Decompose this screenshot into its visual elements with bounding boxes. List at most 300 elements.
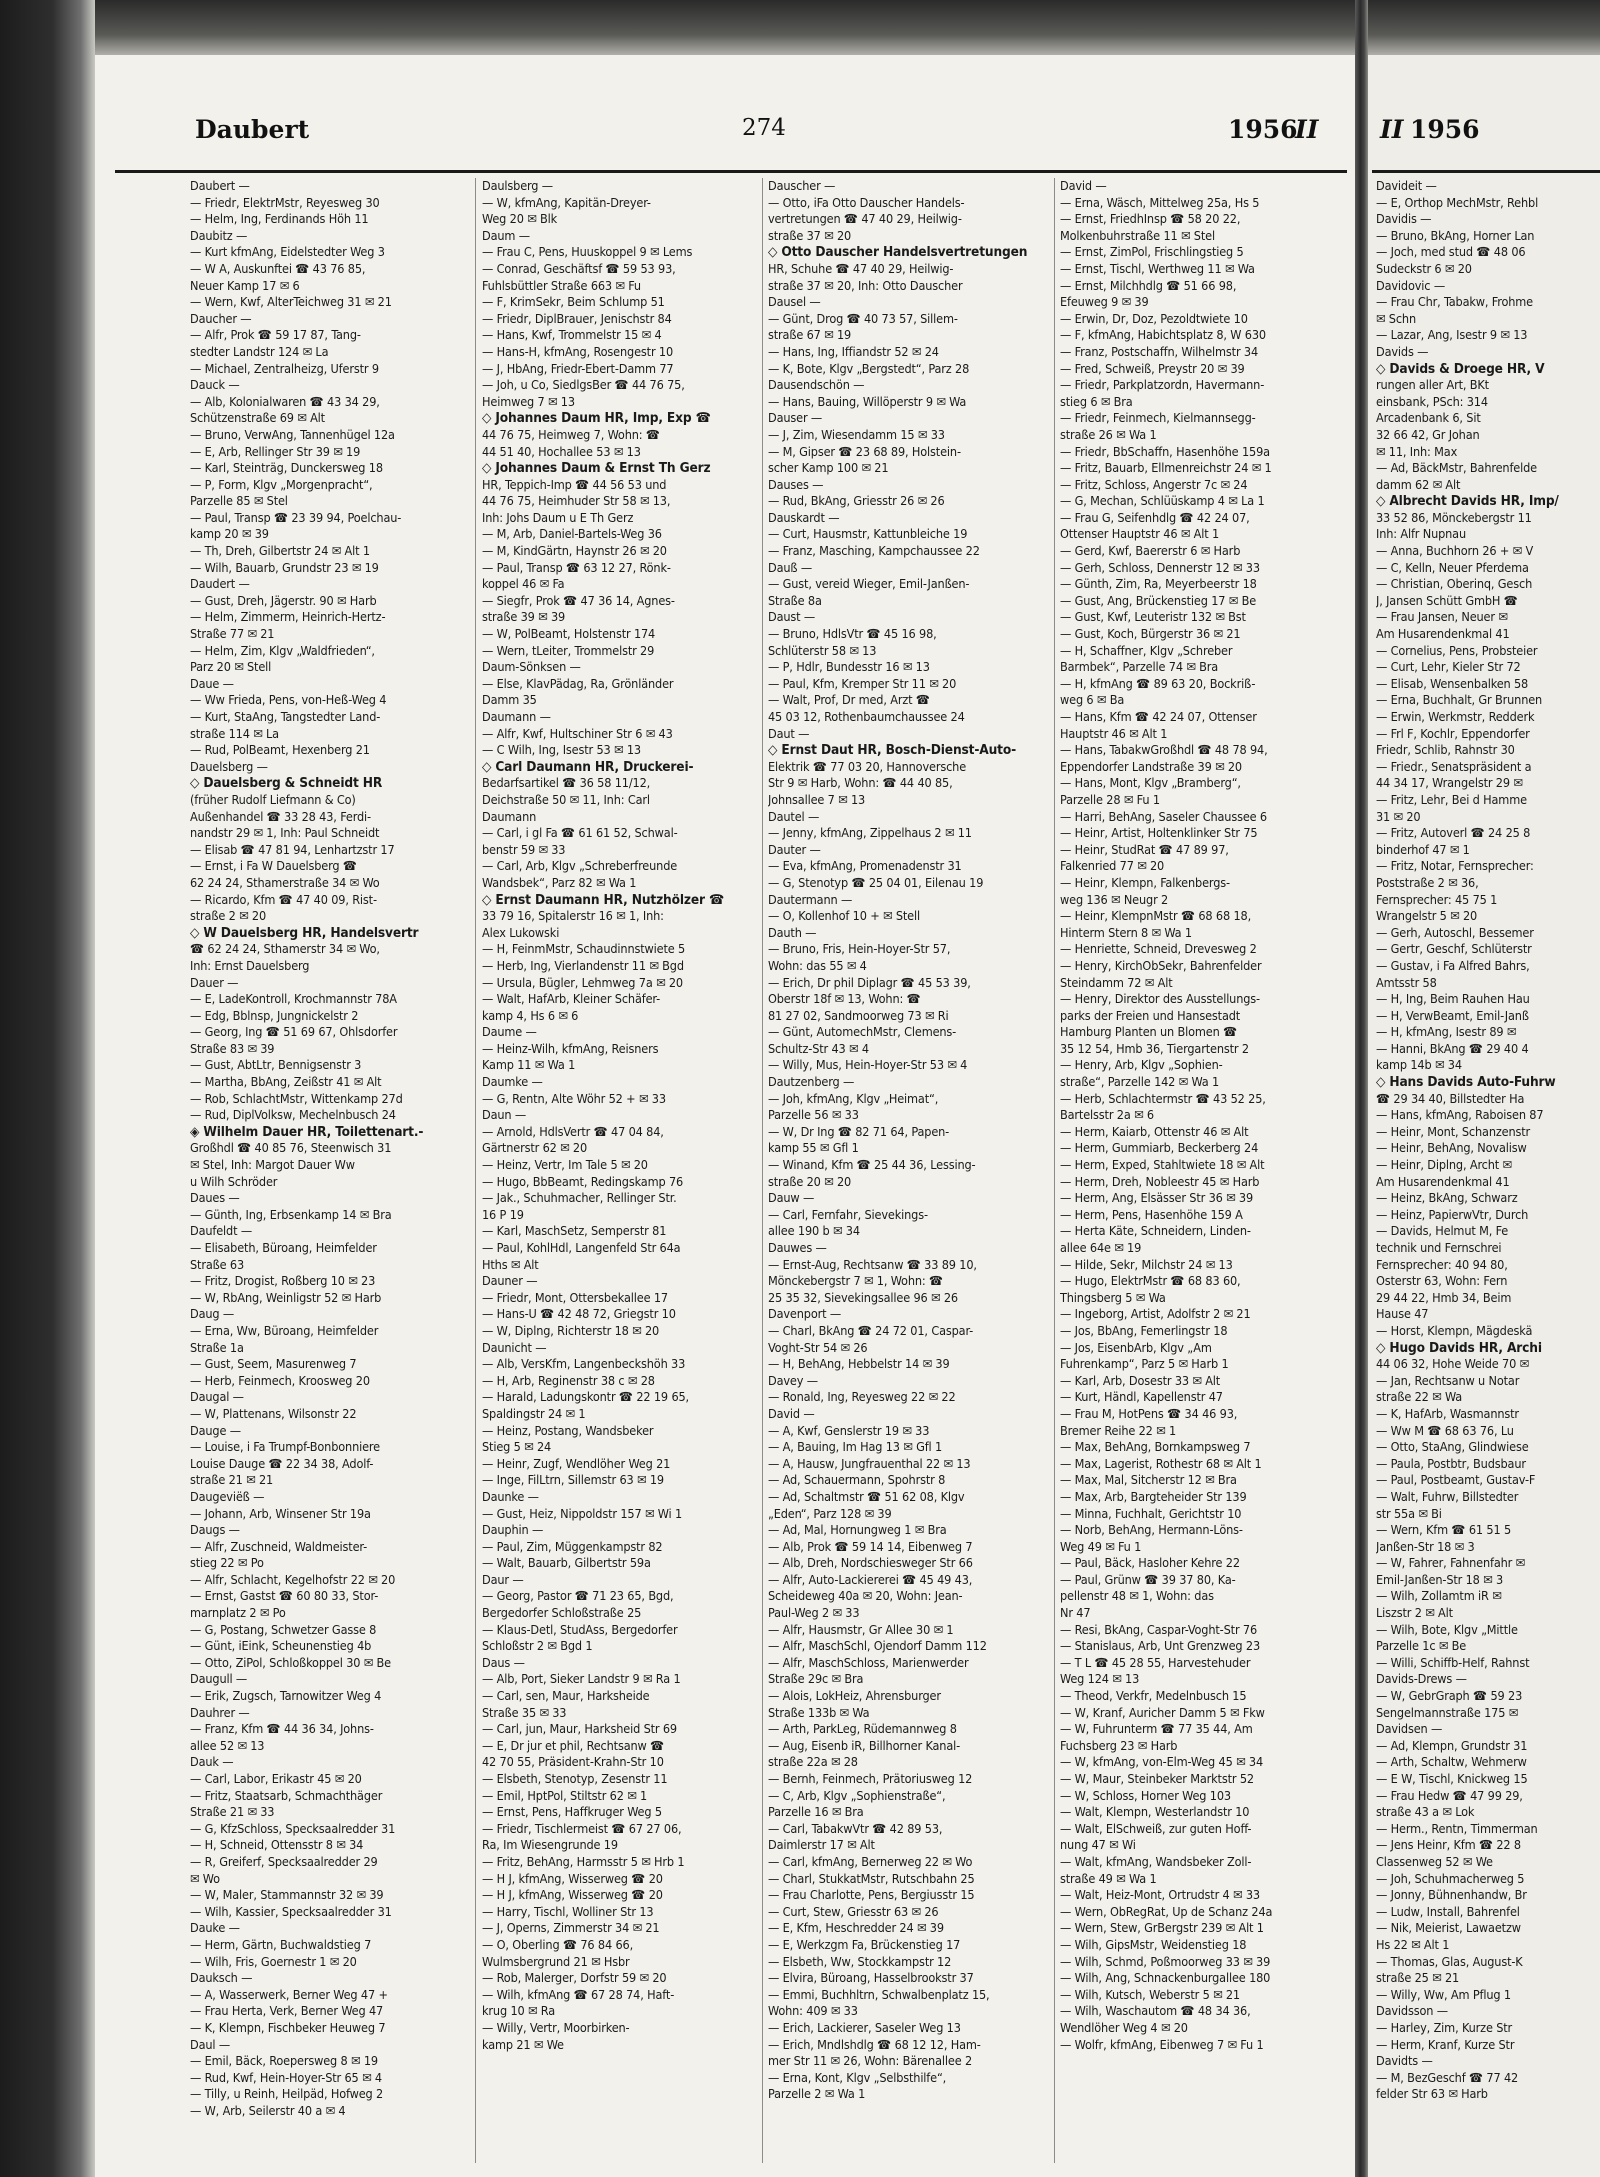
directory-entry-line: — Charl, StukkatMstr, Rutschbahn 25 — [768, 1870, 975, 1886]
directory-entry-line: Heimweg 7 ✉ 13 — [482, 393, 575, 409]
directory-entry-line: pellenstr 48 ✉ 1, Wohn: das — [1060, 1588, 1214, 1604]
surname-heading: Dausel — — [768, 294, 821, 310]
directory-entry-line: — Hugo, BbBeamt, Redingskamp 76 — [482, 1173, 684, 1189]
directory-entry-line: — Siegfr, Prok ☎ 47 36 14, Agnes- — [482, 592, 675, 608]
surname-heading: Daumke — — [482, 1074, 543, 1090]
surname-heading: Daugeviëß — — [190, 1488, 265, 1504]
page-number: 274 — [742, 115, 786, 141]
directory-entry-line: 44 06 32, Hohe Weide 70 ✉ — [1376, 1356, 1529, 1372]
volume-right: II — [1380, 115, 1404, 144]
directory-entry-line: — Ingeborg, Artist, Adolfstr 2 ✉ 21 — [1060, 1306, 1251, 1322]
directory-entry-line: Straße 77 ✉ 21 — [190, 626, 275, 642]
directory-entry-line: — Alfr, MaschSchloss, Marienwerder — [768, 1654, 969, 1670]
directory-entry-line: — Emil, Bäck, Roepersweg 8 ✉ 19 — [190, 2053, 378, 2069]
directory-entry-line: — M, KindGärtn, Haynstr 26 ✉ 20 — [482, 543, 667, 559]
surname-heading: Daubert — — [190, 178, 250, 193]
directory-entry-line: nung 47 ✉ Wi — [1060, 1837, 1136, 1853]
directory-entry-line: — W, GebrGraph ☎ 59 23 — [1376, 1688, 1523, 1704]
directory-entry-line: „Eden“, Parz 128 ✉ 39 — [768, 1505, 892, 1521]
directory-entry-line: — Ad, Klempn, Grundstr 31 — [1376, 1737, 1528, 1753]
directory-entry-line: Sudeckstr 6 ✉ 20 — [1376, 260, 1472, 276]
surname-heading: Daufeldt — — [190, 1223, 253, 1239]
directory-entry-line: — W, Plattenans, Wilsonstr 22 — [190, 1405, 357, 1421]
directory-entry-line: — Frl F, Kochlr, Eppendorfer — [1376, 725, 1530, 741]
directory-entry-line: einsbank, PSch: 314 — [1376, 393, 1488, 409]
directory-entry-line: Mönckebergstr 7 ✉ 1, Wohn: ☎ — [768, 1273, 943, 1289]
surname-heading: Daucher — — [190, 310, 252, 326]
directory-entry-line: — Thomas, Glas, August-K — [1376, 1953, 1523, 1969]
directory-entry-line: ◇ Ernst Daut HR, Bosch-Dienst-Auto- — [768, 742, 1017, 759]
directory-entry-line: — Walt, HafArb, Kleiner Schäfer- — [482, 991, 661, 1007]
directory-entry-line: — Carl, jun, Maur, Harksheid Str 69 — [482, 1721, 677, 1737]
directory-column-2 — [482, 178, 756, 2053]
directory-entry-line: — Gust, AbtLtr, Bennigsenstr 3 — [190, 1057, 362, 1073]
directory-entry-line: — Ursula, Bügler, Lehmweg 7a ✉ 20 — [482, 974, 683, 990]
directory-entry-line: Str 9 ✉ Harb, Wohn: ☎ 44 40 85, — [768, 775, 953, 791]
directory-entry-line: — Elisab ☎ 47 81 94, Lenhartzstr 17 — [190, 841, 395, 857]
surname-heading: Dauck — — [190, 377, 240, 393]
directory-entry-line: parks der Freien und Hansestadt — [1060, 1007, 1241, 1023]
directory-entry-line: — Harald, Ladungskontr ☎ 22 19 65, — [482, 1389, 690, 1405]
directory-entry-line: — Michael, Zentralheizg, Uferstr 9 — [190, 360, 379, 376]
directory-entry-line: — Jos, EisenbArb, Klgv „Am — [1060, 1339, 1212, 1355]
directory-entry-line: — Eva, kfmAng, Promenadenstr 31 — [768, 858, 962, 874]
directory-entry-line: — Nik, Meierist, Lawaetzw — [1376, 1920, 1521, 1936]
directory-entry-line: Amtsstr 58 — [1376, 974, 1437, 990]
directory-entry-line: — Friedr., Senatspräsident a — [1376, 758, 1532, 774]
directory-entry-line: — Ww M ☎ 68 63 76, Lu — [1376, 1422, 1514, 1438]
directory-entry-line: — Ad, Schaltmstr ☎ 51 62 08, Klgv — [768, 1488, 965, 1504]
directory-entry-line: — Wern, ObRegRat, Up de Schanz 24a — [1060, 1903, 1273, 1919]
directory-entry-line: — Alfr, Kwf, Hultschiner Str 6 ✉ 43 — [482, 725, 673, 741]
directory-entry-line: — Willy, Ww, Am Pflug 1 — [1376, 1986, 1511, 2002]
directory-entry-line: — Bruno, BkAng, Horner Lan — [1376, 227, 1535, 243]
directory-entry-line: Straße 83 ✉ 39 — [190, 1040, 275, 1056]
directory-entry-line: Osterstr 63, Wohn: Fern — [1376, 1273, 1508, 1289]
directory-entry-line: — C, Kelln, Neuer Pferdema — [1376, 559, 1529, 575]
directory-entry-line: Parzelle 16 ✉ Bra — [768, 1804, 864, 1820]
surname-heading: Dautzenberg — — [768, 1074, 855, 1090]
directory-entry-line: — W, Fuhrunterm ☎ 77 35 44, Am — [1060, 1721, 1253, 1737]
directory-entry-line: — Jenny, kfmAng, Zippelhaus 2 ✉ 11 — [768, 825, 972, 841]
directory-entry-line: — Fritz, Autoverl ☎ 24 25 8 — [1376, 825, 1531, 841]
directory-entry-line: — Elsbeth, Stenotyp, Zesenstr 11 — [482, 1771, 668, 1786]
running-head-left: Daubert — [195, 115, 310, 144]
directory-entry-line: — E W, Tischl, Knickweg 15 — [1376, 1771, 1528, 1786]
directory-entry-line: ◇ Ernst Daumann HR, Nutzhölzer ☎ — [482, 891, 725, 908]
directory-entry-line: — Wilh, Bote, Klgv „Mittle — [1376, 1621, 1518, 1637]
directory-entry-line: Schloßstr 2 ✉ Bgd 1 — [482, 1638, 593, 1654]
directory-entry-line: koppel 46 ✉ Fa — [482, 576, 565, 592]
directory-entry-line: — Minna, Fuchhalt, Gerichtstr 10 — [1060, 1505, 1242, 1521]
directory-entry-line: — Willy, Vertr, Moorbirken- — [482, 2019, 630, 2035]
directory-entry-line: — Willy, Mus, Hein-Hoyer-Str 53 ✉ 4 — [768, 1057, 968, 1073]
directory-column-1 — [190, 178, 468, 2119]
directory-entry-line: — Paul, Transp ☎ 23 39 94, Poelchau- — [190, 509, 402, 525]
directory-entry-line: — Erich, Dr phil Diplagr ☎ 45 53 39, — [768, 974, 971, 990]
directory-entry-line: — Paul, Transp ☎ 63 12 27, Rönk- — [482, 559, 671, 575]
surname-heading: Dauw — — [768, 1190, 815, 1206]
directory-entry-line: — Friedr, BbSchaffn, Hasenhöhe 159a — [1060, 443, 1270, 459]
directory-entry-line: — Herta Käte, Schneidern, Linden- — [1060, 1223, 1251, 1239]
directory-entry-line: — Edg, Bblnsp, Jungnickelstr 2 — [190, 1007, 359, 1023]
directory-entry-line: — R, Greiferf, Specksaalredder 29 — [190, 1853, 378, 1869]
directory-entry-line: — Ernst, Tischl, Werthweg 11 ✉ Wa — [1060, 260, 1255, 276]
directory-entry-line: — Heinr, Klempn, Falkenbergs- — [1060, 874, 1230, 890]
directory-entry-line: — Gust, Seem, Masurenweg 7 — [190, 1356, 357, 1372]
surname-heading: Davids-Drews — — [1376, 1671, 1467, 1687]
directory-entry-line: — Henry, Direktor des Ausstellungs- — [1060, 991, 1260, 1007]
directory-entry-line: — Heinz-Wilh, kfmAng, Reisners — [482, 1040, 659, 1056]
directory-entry-line: — Alfr, Schlacht, Kegelhofstr 22 ✉ 20 — [190, 1571, 396, 1587]
directory-entry-line: — Kurt, StaAng, Tangstedter Land- — [190, 709, 381, 724]
directory-entry-line: — Max, BehAng, Bornkampsweg 7 — [1060, 1439, 1251, 1455]
directory-entry-line: — Wilh, Waschautom ☎ 48 34 36, — [1060, 2003, 1251, 2019]
directory-entry-line: — Norb, BehAng, Hermann-Löns- — [1060, 1522, 1243, 1538]
directory-entry-line: — H, BehAng, Hebbelstr 14 ✉ 39 — [768, 1356, 950, 1372]
surname-heading: Dauskardt — — [768, 509, 840, 525]
directory-entry-line: Schlüterstr 58 ✉ 13 — [768, 642, 877, 658]
directory-entry-line: — Friedr, Mont, Ottersbekallee 17 — [482, 1289, 668, 1305]
directory-entry-line: — M, Gipser ☎ 23 68 89, Holstein- — [768, 443, 961, 459]
directory-entry-line: — Joh, kfmAng, Klgv „Heimat“, — [768, 1090, 939, 1106]
directory-entry-line: — E, Orthop MechMstr, Rehbl — [1376, 194, 1539, 210]
directory-column-5 — [1376, 178, 1598, 2103]
directory-entry-line: — Ad, BäckMstr, Bahrenfelde — [1376, 460, 1537, 476]
directory-entry-line: — Elsbeth, Ww, Stockkampstr 12 — [768, 1953, 952, 1969]
directory-entry-line: — Louise, i Fa Trumpf-Bonbonniere — [190, 1439, 380, 1455]
directory-entry-line: — Ad, Mal, Hornungweg 1 ✉ Bra — [768, 1522, 947, 1538]
directory-entry-line: — H, VerwBeamt, Emil-Janß — [1376, 1007, 1529, 1023]
directory-entry-line: Hamburg Planten un Blomen ☎ — [1060, 1024, 1238, 1040]
directory-entry-line: 44 51 40, Hochallee 53 ✉ 13 — [482, 443, 641, 459]
directory-entry-line: — W, Schloss, Horner Weg 103 — [1060, 1787, 1231, 1803]
surname-heading: Dauscher — — [768, 178, 836, 193]
surname-heading: Daut — — [768, 725, 810, 741]
directory-entry-line: — Walt, Prof, Dr med, Arzt ☎ — [768, 692, 930, 708]
directory-entry-line: stieg 22 ✉ Po — [190, 1555, 264, 1571]
directory-entry-line: — Paula, Postbtr, Budsbaur — [1376, 1455, 1526, 1471]
directory-entry-line: u Wilh Schröder — [190, 1173, 278, 1189]
directory-entry-line: rungen aller Art, BKt — [1376, 377, 1489, 393]
directory-entry-line: Straße 35 ✉ 33 — [482, 1704, 567, 1720]
surname-heading: Daul — — [190, 2036, 231, 2052]
directory-entry-line: — P, Form, Klgv „Morgenpracht“, — [190, 476, 373, 492]
directory-entry-line: Classenweg 52 ✉ We — [1376, 1853, 1493, 1869]
directory-entry-line: — Willi, Schiffb-Helf, Rahnst — [1376, 1654, 1530, 1670]
directory-entry-line: — Heinr, BehAng, Novalisw — [1376, 1140, 1527, 1156]
directory-entry-line: benstr 59 ✉ 33 — [482, 841, 566, 857]
directory-entry-line: — A, Wasserwerk, Berner Weg 47 + — [190, 1986, 388, 2002]
directory-entry-line: 32 66 42, Gr Johan — [1376, 426, 1480, 442]
directory-entry-line: Falkenried 77 ✉ 20 — [1060, 858, 1165, 874]
directory-entry-line: — Emil, HptPol, Stiltstr 62 ✉ 1 — [482, 1787, 648, 1803]
directory-entry-line: — Herm, Dreh, Nobleestr 45 ✉ Harb — [1060, 1173, 1260, 1189]
directory-entry-line: Inh: Ernst Dauelsberg — [190, 957, 310, 973]
directory-entry-line: — Herm, Ang, Elsässer Str 36 ✉ 39 — [1060, 1190, 1254, 1206]
directory-entry-line: — Carl, Fernfahr, Sievekings- — [768, 1206, 928, 1222]
directory-entry-line: — Frau Hedw ☎ 47 99 29, — [1376, 1787, 1523, 1803]
directory-entry-line: — Arth, ParkLeg, Rüdemannweg 8 — [768, 1721, 957, 1737]
surname-heading: Daues — — [190, 1190, 240, 1206]
directory-entry-line: Schützenstraße 69 ✉ Alt — [190, 410, 325, 426]
surname-heading: Daudert — — [190, 576, 250, 592]
directory-entry-line: straße 20 ✉ 20 — [768, 1173, 852, 1189]
directory-entry-line: 81 27 02, Sandmoorweg 73 ✉ Ri — [768, 1007, 949, 1023]
directory-entry-line: — Wilh, Fris, Goernestr 1 ✉ 20 — [190, 1953, 357, 1969]
directory-entry-line: — Herm, Kranf, Kurze Str — [1376, 2036, 1515, 2052]
directory-entry-line: — E, LadeKontroll, Krochmannstr 78A — [190, 991, 397, 1007]
directory-entry-line: — Jan, Rechtsanw u Notar — [1376, 1372, 1520, 1388]
directory-entry-line: — Herm, Exped, Stahltwiete 18 ✉ Alt — [1060, 1157, 1265, 1173]
surname-heading: Daum — — [482, 227, 530, 243]
directory-entry-line: — Alb, Port, Sieker Landstr 9 ✉ Ra 1 — [482, 1671, 681, 1687]
directory-entry-line: — Walt, Heiz-Mont, Ortrudstr 4 ✉ 33 — [1060, 1887, 1260, 1903]
directory-entry-line: Straße 8a — [768, 592, 822, 608]
directory-entry-line: — Gertr, Geschf, Schlüterstr — [1376, 941, 1532, 957]
directory-entry-line: — Heinr, Mont, Schanzenstr — [1376, 1123, 1531, 1139]
directory-entry-line: — Hans, Ing, Iffiandstr 52 ✉ 24 — [768, 343, 939, 359]
surname-heading: Davids — — [1376, 343, 1429, 359]
directory-entry-line: ◇ Johannes Daum & Ernst Th Gerz — [482, 460, 711, 477]
directory-entry-line: Straße 1a — [190, 1339, 244, 1355]
directory-entry-line: — Carl, Labor, Erikastr 45 ✉ 20 — [190, 1771, 362, 1786]
directory-entry-line: — W, Maler, Stammannstr 32 ✉ 39 — [190, 1887, 384, 1903]
directory-entry-line: Oberstr 18f ✉ 13, Wohn: ☎ — [768, 991, 921, 1007]
directory-entry-line: straße“, Parzelle 142 ✉ Wa 1 — [1060, 1074, 1220, 1090]
directory-entry-line: — H J, kfmAng, Wisserweg ☎ 20 — [482, 1870, 663, 1886]
directory-entry-line: Parzelle 85 ✉ Stel — [190, 493, 288, 509]
directory-entry-line: Parz 20 ✉ Stell — [190, 659, 272, 675]
directory-entry-line: 42 70 55, Präsident-Krahn-Str 10 — [482, 1754, 664, 1770]
surname-heading: Dauner — — [482, 1273, 538, 1289]
directory-entry-line: Daimlerstr 17 ✉ Alt — [768, 1837, 875, 1853]
directory-entry-line: ✉ 11, Inh: Max — [1376, 443, 1458, 459]
directory-entry-line: Molkenbuhrstraße 11 ✉ Stel — [1060, 227, 1215, 243]
directory-entry-line: Bremer Reihe 22 ✉ 1 — [1060, 1422, 1177, 1438]
directory-entry-line: — M, Arb, Daniel-Bartels-Weg 36 — [482, 526, 662, 542]
directory-entry-line: — H, Schaffner, Klgv „Schreber — [1060, 642, 1233, 658]
directory-entry-line: Parzelle 2 ✉ Wa 1 — [768, 2086, 866, 2102]
directory-entry-line: HR, Schuhe ☎ 47 40 29, Heilwig- — [768, 260, 954, 276]
directory-entry-line: — Walt, Klempn, Westerlandstr 10 — [1060, 1804, 1250, 1820]
directory-entry-line: — Rud, PolBeamt, Hexenberg 21 — [190, 742, 370, 758]
scan-left-edge — [0, 0, 95, 2177]
surname-heading: Dauk — — [190, 1754, 234, 1770]
directory-entry-line: — Ernst-Aug, Rechtsanw ☎ 33 89 10, — [768, 1256, 977, 1272]
directory-entry-line: ◇ Dauelsberg & Schneidt HR — [190, 775, 383, 792]
directory-entry-line: — Joh, u Co, SiedlgsBer ☎ 44 76 75, — [482, 377, 685, 393]
directory-entry-line: — Franz, Kfm ☎ 44 36 34, Johns- — [190, 1721, 374, 1737]
directory-entry-line: — Heinr, StudRat ☎ 47 89 97, — [1060, 841, 1229, 857]
directory-entry-line: — Bruno, HdlsVtr ☎ 45 16 98, — [768, 626, 937, 642]
directory-entry-line: Scheideweg 40a ✉ 20, Wohn: Jean- — [768, 1588, 963, 1604]
directory-entry-line: ◇ Hans Davids Auto-Fuhrw — [1376, 1074, 1556, 1091]
surname-heading: Davenport — — [768, 1306, 842, 1322]
directory-entry-line: Arcadenbank 6, Sit — [1376, 410, 1481, 426]
directory-entry-line: technik und Fernschrei — [1376, 1240, 1502, 1255]
directory-entry-line: — Ad, Schauermann, Spohrstr 8 — [768, 1472, 946, 1488]
directory-entry-line: Emil-Janßen-Str 18 ✉ 3 — [1376, 1571, 1504, 1587]
directory-entry-line: 44 34 17, Wrangelstr 29 ✉ — [1376, 775, 1523, 791]
directory-entry-line: marnplatz 2 ✉ Po — [190, 1605, 286, 1621]
directory-entry-line: — Bernh, Feinmech, Prätoriusweg 12 — [768, 1771, 973, 1786]
directory-entry-line: — Walt, Bauarb, Gilbertstr 59a — [482, 1555, 651, 1571]
directory-entry-line: — W, Fahrer, Fahnenfahr ✉ — [1376, 1555, 1525, 1571]
directory-entry-line: — Ernst, i Fa W Dauelsberg ☎ — [190, 858, 357, 874]
directory-entry-line: — Erna, Buchhalt, Gr Brunnen — [1376, 692, 1543, 708]
directory-entry-line: — Gust, Kwf, Leuteristr 132 ✉ Bst — [1060, 609, 1246, 625]
directory-entry-line: — Hugo, ElektrMstr ☎ 68 83 60, — [1060, 1273, 1241, 1289]
directory-entry-line: — Hans, Bauing, Willöperstr 9 ✉ Wa — [768, 393, 967, 409]
directory-entry-line: — Carl, i gl Fa ☎ 61 61 52, Schwal- — [482, 825, 678, 841]
directory-entry-line: — H, Schneid, Ottensstr 8 ✉ 34 — [190, 1837, 364, 1853]
directory-entry-line: — Conrad, Geschäftsf ☎ 59 53 93, — [482, 260, 676, 276]
directory-entry-line: straße 49 ✉ Wa 1 — [1060, 1870, 1157, 1886]
directory-entry-line: — Hans, TabakwGroßhdl ☎ 48 78 94, — [1060, 742, 1268, 758]
directory-entry-line: — Hilde, Sekr, Milchstr 24 ✉ 13 — [1060, 1256, 1233, 1272]
directory-entry-line: — Jens Heinr, Kfm ☎ 22 8 — [1376, 1837, 1521, 1853]
directory-entry-line: J, Jansen Schütt GmbH ☎ — [1376, 592, 1518, 608]
directory-entry-line: — Gust, Koch, Bürgerstr 36 ✉ 21 — [1060, 626, 1241, 642]
surname-heading: Dauelsberg — — [190, 758, 268, 774]
directory-entry-line: — Fritz, BehAng, Harmsstr 5 ✉ Hrb 1 — [482, 1853, 685, 1869]
directory-entry-line: — H, FeinmMstr, Schaudinnstwiete 5 — [482, 941, 686, 957]
directory-entry-line: Steindamm 72 ✉ Alt — [1060, 974, 1173, 990]
directory-entry-line: Fuhlsbüttler Straße 663 ✉ Fu — [482, 277, 641, 293]
directory-entry-line: — Herb, Schlachtermstr ☎ 43 52 25, — [1060, 1090, 1266, 1106]
directory-entry-line: ◇ W Dauelsberg HR, Handelsvertr — [190, 924, 419, 941]
directory-entry-line: felder Str 63 ✉ Harb — [1376, 2086, 1488, 2102]
directory-entry-line: ◇ Davids & Droege HR, V — [1376, 360, 1545, 377]
directory-entry-line: — K, Klempn, Fischbeker Heuweg 7 — [190, 2019, 386, 2035]
directory-entry-line: — Alfr, Zuschneid, Waldmeister- — [190, 1538, 368, 1554]
directory-entry-line: — Frau Herta, Verk, Berner Weg 47 — [190, 2003, 384, 2019]
directory-entry-line: Sengelmannstraße 175 ✉ — [1376, 1704, 1519, 1720]
directory-entry-line: — Gustav, i Fa Alfred Bahrs, — [1376, 957, 1530, 973]
directory-entry-line: straße 22a ✉ 28 — [768, 1754, 858, 1770]
directory-entry-line: stedter Landstr 124 ✉ La — [190, 343, 329, 359]
directory-entry-line: str 55a ✉ Bi — [1376, 1505, 1442, 1521]
surname-heading: Davidsson — — [1376, 2003, 1448, 2019]
directory-entry-line: Hths ✉ Alt — [482, 1256, 539, 1272]
directory-entry-line: — Erwin, Werkmstr, Redderk — [1376, 709, 1535, 724]
directory-entry-line: — W, kfmAng, von-Elm-Weg 45 ✉ 34 — [1060, 1754, 1264, 1770]
directory-entry-line: straße 114 ✉ La — [190, 725, 279, 741]
directory-entry-line: straße 37 ✉ 20, Inh: Otto Dauscher — [768, 277, 963, 293]
directory-entry-line: vertretungen ☎ 47 40 29, Heilwig- — [768, 211, 962, 227]
directory-entry-line: — Stanislaus, Arb, Unt Grenzweg 23 — [1060, 1638, 1261, 1654]
surname-heading: Davidovic — — [1376, 277, 1446, 293]
directory-entry-line: — W, kfmAng, Kapitän-Dreyer- — [482, 194, 651, 210]
directory-entry-line: — Ludw, Install, Bahrenfel — [1376, 1903, 1520, 1919]
directory-entry-line: — G, Rentn, Alte Wöhr 52 + ✉ 33 — [482, 1090, 666, 1106]
directory-entry-line: — Georg, Pastor ☎ 71 23 65, Bgd, — [482, 1588, 674, 1604]
directory-entry-line: 25 35 32, Sievekingsallee 96 ✉ 26 — [768, 1289, 958, 1305]
surname-heading: Dauphin — — [482, 1522, 544, 1538]
directory-entry-line: Louise Dauge ☎ 22 34 38, Adolf- — [190, 1455, 374, 1471]
surname-heading: Dauses — — [768, 476, 824, 492]
directory-entry-line: Straße 133b ✉ Wa — [768, 1704, 870, 1720]
directory-entry-line: allee 52 ✉ 13 — [190, 1737, 265, 1753]
directory-entry-line: — Heinr, Artist, Holtenklinker Str 75 — [1060, 825, 1258, 841]
directory-entry-line: — Alb, Dreh, Nordschiesweger Str 66 — [768, 1555, 973, 1571]
directory-entry-line: Außenhandel ☎ 33 28 43, Ferdi- — [190, 808, 371, 824]
directory-entry-line: — Friedr, Parkplatzordn, Havermann- — [1060, 377, 1265, 393]
scan-top-shadow — [95, 0, 1600, 58]
directory-entry-line: — Anna, Buchhorn 26 + ✉ V — [1376, 543, 1534, 559]
directory-entry-line: — W, Maur, Steinbeker Marktstr 52 — [1060, 1771, 1254, 1786]
directory-entry-line: — O, Oberling ☎ 76 84 66, — [482, 1936, 634, 1952]
directory-entry-line: — G, Mechan, Schlüüskamp 4 ✉ La 1 — [1060, 493, 1265, 509]
directory-entry-line: — K, HafArb, Wasmannstr — [1376, 1405, 1519, 1421]
directory-entry-line: — Martha, BbAng, Zeißstr 41 ✉ Alt — [190, 1074, 382, 1090]
directory-entry-line: 35 12 54, Hmb 36, Tiergartenstr 2 — [1060, 1040, 1249, 1056]
surname-heading: Davidts — — [1376, 2053, 1433, 2069]
directory-entry-line: Hinterm Stern 8 ✉ Wa 1 — [1060, 924, 1192, 940]
directory-entry-line: — Henriette, Schneid, Drevesweg 2 — [1060, 941, 1257, 957]
directory-entry-line: Fuhrenkamp“, Parz 5 ✉ Harb 1 — [1060, 1356, 1229, 1372]
directory-entry-line: — Kurt, Händl, Kapellenstr 47 — [1060, 1389, 1223, 1405]
directory-entry-line: — Gust, vereid Wieger, Emil-Janßen- — [768, 576, 970, 592]
directory-entry-line: — Aug, Eisenb iR, Billhorner Kanal- — [768, 1737, 961, 1753]
directory-entry-line: — Inge, FilLtrn, Sillemstr 63 ✉ 19 — [482, 1472, 664, 1488]
directory-entry-line: — W, Arb, Seilerstr 40 a ✉ 4 — [190, 2102, 346, 2118]
directory-entry-line: Weg 20 ✉ Blk — [482, 211, 558, 227]
directory-entry-line: Paul-Weg 2 ✉ 33 — [768, 1605, 860, 1621]
directory-entry-line: — Helm, Zimmerm, Heinrich-Hertz- — [190, 609, 386, 625]
directory-entry-line: — Heinz, BkAng, Schwarz — [1376, 1190, 1518, 1206]
directory-entry-line: 31 ✉ 20 — [1376, 808, 1421, 824]
directory-entry-line: — Harri, BehAng, Saseler Chaussee 6 — [1060, 808, 1267, 824]
directory-entry-line: Barmbek“, Parzelle 74 ✉ Bra — [1060, 659, 1219, 675]
directory-entry-line: — Curt, Stew, Griesstr 63 ✉ 26 — [768, 1903, 939, 1919]
directory-entry-line: — C Wilh, Ing, Isestr 53 ✉ 13 — [482, 742, 641, 758]
surname-heading: Daugull — — [190, 1671, 248, 1687]
directory-entry-line: — Frau Jansen, Neuer ✉ — [1376, 609, 1508, 625]
directory-entry-line: mer Str 11 ✉ 26, Wohn: Bärenallee 2 — [768, 2053, 973, 2069]
directory-entry-line: — G, KfzSchloss, Specksaalredder 31 — [190, 1820, 396, 1836]
directory-entry-line: — Otto, ZiPol, Schloßkoppel 30 ✉ Be — [190, 1654, 391, 1670]
directory-entry-line: — Wilh, Bauarb, Grundstr 23 ✉ 19 — [190, 559, 379, 575]
directory-entry-line: — Frau C, Pens, Huuskoppel 9 ✉ Lems — [482, 244, 693, 260]
directory-entry-line: Wrangelstr 5 ✉ 20 — [1376, 908, 1478, 924]
directory-entry-line: — Günt, AutomechMstr, Clemens- — [768, 1024, 957, 1040]
directory-entry-line: — Horst, Klempn, Mägdeskä — [1376, 1322, 1533, 1338]
directory-entry-line: — Herb, Ing, Vierlandenstr 11 ✉ Bgd — [482, 957, 684, 973]
directory-entry-line: 45 03 12, Rothenbaumchaussee 24 — [768, 709, 965, 724]
directory-entry-line: Parzelle 1c ✉ Be — [1376, 1638, 1467, 1654]
directory-entry-line: — Joh, Schuhmacherweg 5 — [1376, 1870, 1525, 1886]
surname-heading: Davidis — — [1376, 211, 1432, 227]
directory-entry-line: — Erik, Zugsch, Tarnowitzer Weg 4 — [190, 1688, 382, 1704]
directory-entry-line: — E, Kfm, Heschredder 24 ✉ 39 — [768, 1920, 944, 1936]
directory-entry-line: — Walt, kfmAng, Wandsbeker Zoll- — [1060, 1853, 1252, 1869]
directory-entry-line: Stieg 5 ✉ 24 — [482, 1439, 552, 1455]
directory-entry-line: — Günt, iEink, Scheunenstieg 4b — [190, 1638, 372, 1654]
directory-entry-line: — Christian, Oberinq, Gesch — [1376, 576, 1533, 592]
directory-entry-line: — Ernst, FriedhInsp ☎ 58 20 22, — [1060, 211, 1241, 227]
directory-entry-line: — Walt, ElSchweiß, zur guten Hoff- — [1060, 1820, 1252, 1836]
directory-entry-line: — Friedr, Feinmech, Kielmannsegg- — [1060, 410, 1256, 426]
directory-entry-line: — Rob, Malerger, Dorfstr 59 ✉ 20 — [482, 1970, 667, 1986]
directory-entry-line: — Ronald, Ing, Reyesweg 22 ✉ 22 — [768, 1389, 956, 1405]
directory-entry-line: kamp 21 ✉ We — [482, 2036, 564, 2052]
surname-heading: Daug — — [190, 1306, 235, 1322]
directory-entry-line: — Paul, KohlHdl, Langenfeld Str 64a — [482, 1240, 681, 1255]
directory-entry-line: Schultz-Str 43 ✉ 4 — [768, 1040, 869, 1056]
directory-entry-line: straße 21 ✉ 21 — [190, 1472, 274, 1488]
